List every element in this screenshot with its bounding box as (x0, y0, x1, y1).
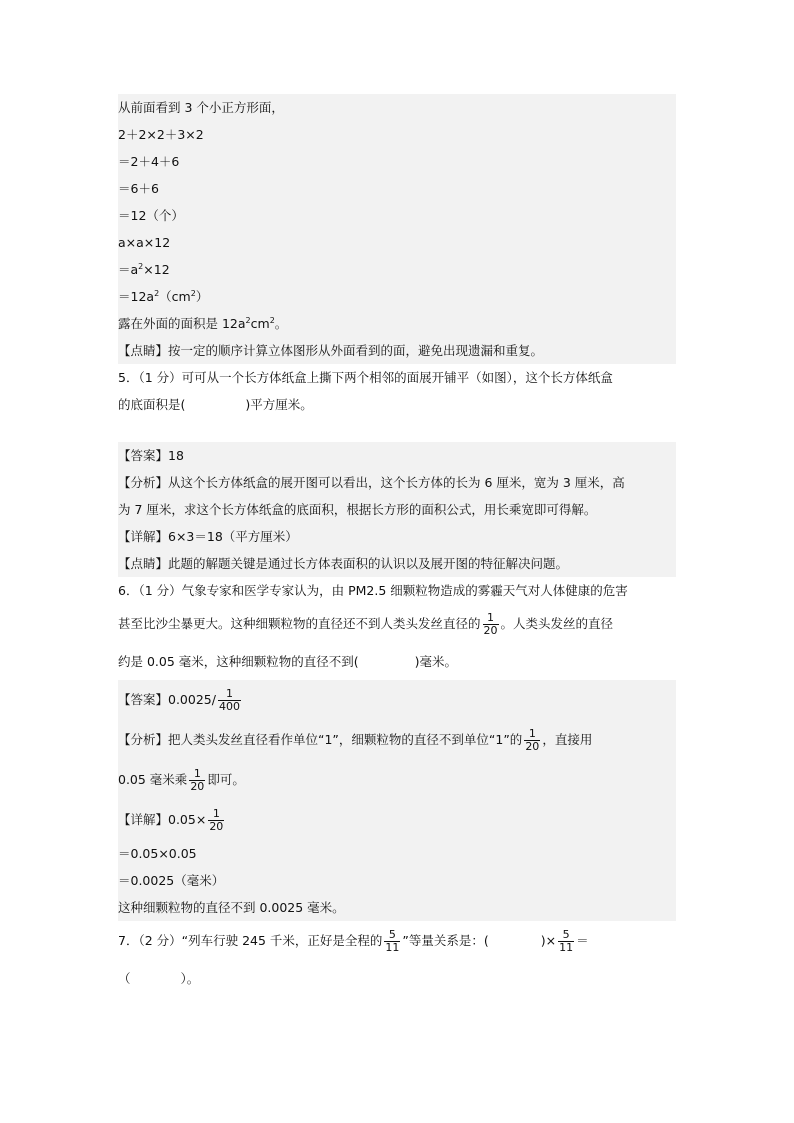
detail-step: ＝0.0025（毫米） (118, 873, 225, 888)
solution-line: ＝12（个） (118, 208, 184, 223)
fraction: $\frac{1}{20}$ (525, 727, 540, 753)
solution-line: $=12a^2(cm^2)$ (118, 288, 209, 304)
solution-line: ＝2＋4＋6 (118, 154, 180, 169)
fraction: $\frac{1}{20}$ (190, 767, 205, 793)
fraction: $\frac{1}{400}$ (218, 687, 240, 713)
detail-line: 【详解】6×3＝18（平方厘米） (118, 529, 298, 544)
tip-line: 【点睛】此题的解题关键是通过长方体表面积的认识以及展开图的特征解决问题。 (118, 556, 569, 571)
question-text: 约是 0.05 毫米，这种细颗粒物的直径不到( )毫米。 (118, 654, 458, 669)
detail-line: 【详解】0.05× $\frac{1}{20}$ (118, 807, 224, 833)
analysis-line: 为 7 厘米，求这个长方体纸盒的底面积，根据长方形的面积公式，用长乘宽即可得解。 (118, 502, 597, 517)
answer-line: 【答案】0.0025/ $\frac{1}{400}$ (118, 687, 240, 713)
question-text: 6．（1 分）气象专家和医学专家认为，由 PM2.5 细颗粒物造成的雾霾天气对人体健康的危害 (118, 583, 628, 598)
question-7 (118, 921, 676, 997)
question-text: （ ）。 (118, 971, 200, 986)
fraction: $\frac{5}{11}$ (559, 928, 574, 954)
solution-line: 从前面看到 3 个小正方形面， (118, 100, 284, 115)
question-6 (118, 577, 676, 680)
question-text: 甚至比沙尘暴更大。这种细颗粒物的直径还不到人类头发丝直径的 $\frac{1}{20}$ 。人类头发丝的直径 (118, 611, 614, 637)
document-page (118, 94, 676, 997)
answer-line: 【答案】18 (118, 448, 184, 463)
detail-step: ＝0.05×0.05 (118, 846, 197, 861)
analysis-line: 【分析】从这个长方体纸盒的展开图可以看出，这个长方体的长为 6 厘米，宽为 3 厘米，高 (118, 475, 625, 490)
solution-conclusion: 露在外面的面积是 $12a^2cm^2$。 (118, 315, 288, 331)
question-6-solution (118, 680, 676, 921)
solution-line: 2＋2×2＋3×2 (118, 127, 204, 142)
question-5 (118, 364, 676, 418)
solution-line: a×a×12 (118, 235, 171, 250)
prev-solution-block (118, 94, 676, 364)
analysis-line: 【分析】把人类头发丝直径看作单位“1”，细颗粒物的直径不到单位“1”的 $\frac{1}{20}$ ，直接用 (118, 727, 593, 753)
tip-line: 【点睛】按一定的顺序计算立体图形从外面看到的面，避免出现遗漏和重复。 (118, 343, 544, 358)
fraction: $\frac{1}{20}$ (209, 807, 224, 833)
solution-line: $=a^2\times 12$ (118, 261, 170, 277)
question-5-solution (118, 442, 676, 577)
question-text: 5．（1 分）可可从一个长方体纸盒上撕下两个相邻的面展开铺平（如图），这个长方体纸盒 (118, 370, 613, 385)
question-text: 的底面积是( )平方厘米。 (118, 397, 313, 412)
conclusion-line: 这种细颗粒物的直径不到 0.0025 毫米。 (118, 900, 345, 915)
fraction: $\frac{5}{11}$ (385, 928, 400, 954)
analysis-line: 0.05 毫米乘 $\frac{1}{20}$ 即可。 (118, 767, 245, 793)
solution-line: ＝6＋6 (118, 181, 159, 196)
question-text: 7．（2 分）“列车行驶 245 千米，正好是全程的 $\frac{5}{11}$ ”等量关系是：( )× $\frac{5}{11}$ ＝ (118, 928, 589, 954)
fraction: $\frac{1}{20}$ (483, 611, 498, 637)
